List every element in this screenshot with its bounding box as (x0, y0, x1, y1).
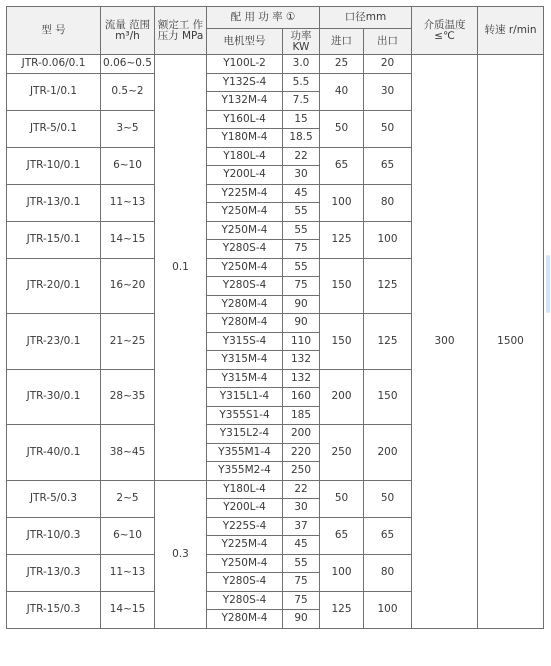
motor-model-cell: Y250M-4 (207, 258, 283, 277)
header-medium-temp: 介质温度 ≤℃ (412, 7, 478, 55)
inlet-cell: 125 (320, 591, 364, 628)
power-cell: 18.5 (283, 129, 320, 148)
inlet-cell: 50 (320, 110, 364, 147)
header-pressure: 额定工 作压力 MPa (155, 7, 207, 55)
flow-cell: 6~10 (101, 517, 155, 554)
flow-cell: 3~5 (101, 110, 155, 147)
motor-model-cell: Y100L-2 (207, 55, 283, 74)
inlet-cell: 40 (320, 73, 364, 110)
motor-model-cell: Y280S-4 (207, 591, 283, 610)
motor-model-cell: Y250M-4 (207, 554, 283, 573)
power-cell: 250 (283, 462, 320, 481)
outlet-cell: 200 (364, 425, 412, 481)
motor-model-cell: Y225M-4 (207, 536, 283, 555)
model-cell: JTR-13/0.3 (7, 554, 101, 591)
outlet-cell: 20 (364, 55, 412, 74)
motor-model-cell: Y355S1-4 (207, 406, 283, 425)
inlet-cell: 65 (320, 147, 364, 184)
power-cell: 160 (283, 388, 320, 407)
motor-model-cell: Y180M-4 (207, 129, 283, 148)
motor-model-cell: Y160L-4 (207, 110, 283, 129)
power-cell: 90 (283, 295, 320, 314)
motor-model-cell: Y315L2-4 (207, 425, 283, 444)
model-cell: JTR-30/0.1 (7, 369, 101, 425)
power-cell: 22 (283, 480, 320, 499)
power-cell: 110 (283, 332, 320, 351)
motor-model-cell: Y132M-4 (207, 92, 283, 111)
power-cell: 45 (283, 536, 320, 555)
motor-model-cell: Y225S-4 (207, 517, 283, 536)
table-body (7, 55, 544, 629)
motor-model-cell: Y280S-4 (207, 573, 283, 592)
table-header (7, 7, 544, 55)
motor-model-cell: Y200L-4 (207, 499, 283, 518)
model-cell: JTR-20/0.1 (7, 258, 101, 314)
speed-cell: 1500 (478, 55, 544, 629)
header-model: 型 号 (7, 7, 101, 55)
power-cell: 75 (283, 277, 320, 296)
model-cell: JTR-15/0.3 (7, 591, 101, 628)
motor-model-cell: Y250M-4 (207, 203, 283, 222)
flow-cell: 16~20 (101, 258, 155, 314)
motor-model-cell: Y315M-4 (207, 369, 283, 388)
motor-model-cell: Y280M-4 (207, 295, 283, 314)
power-cell: 55 (283, 554, 320, 573)
flow-cell: 38~45 (101, 425, 155, 481)
motor-model-cell: Y280M-4 (207, 314, 283, 333)
flow-cell: 2~5 (101, 480, 155, 517)
pressure-cell: 0.1 (155, 55, 207, 481)
outlet-cell: 50 (364, 480, 412, 517)
power-cell: 75 (283, 591, 320, 610)
power-cell: 55 (283, 221, 320, 240)
power-cell: 75 (283, 573, 320, 592)
model-cell: JTR-40/0.1 (7, 425, 101, 481)
flow-cell: 11~13 (101, 184, 155, 221)
model-cell: JTR-15/0.1 (7, 221, 101, 258)
outlet-cell: 30 (364, 73, 412, 110)
flow-cell: 11~13 (101, 554, 155, 591)
flow-cell: 6~10 (101, 147, 155, 184)
flow-cell: 21~25 (101, 314, 155, 370)
power-cell: 5.5 (283, 73, 320, 92)
model-cell: JTR-10/0.1 (7, 147, 101, 184)
motor-model-cell: Y315L1-4 (207, 388, 283, 407)
model-cell: JTR-1/0.1 (7, 73, 101, 110)
outlet-cell: 100 (364, 221, 412, 258)
outlet-cell: 50 (364, 110, 412, 147)
power-cell: 200 (283, 425, 320, 444)
power-cell: 90 (283, 610, 320, 629)
outlet-cell: 150 (364, 369, 412, 425)
header-power-group: 配 用 功 率 ① (207, 7, 320, 29)
inlet-cell: 100 (320, 184, 364, 221)
header-motor-model: 电机型号 (207, 29, 283, 55)
flow-cell: 0.5~2 (101, 73, 155, 110)
power-cell: 132 (283, 351, 320, 370)
outlet-cell: 65 (364, 517, 412, 554)
model-cell: JTR-5/0.3 (7, 480, 101, 517)
inlet-cell: 50 (320, 480, 364, 517)
header-inlet: 进口 (320, 29, 364, 55)
motor-model-cell: Y250M-4 (207, 221, 283, 240)
inlet-cell: 150 (320, 314, 364, 370)
power-cell: 30 (283, 166, 320, 185)
inlet-cell: 125 (320, 221, 364, 258)
outlet-cell: 125 (364, 258, 412, 314)
outlet-cell: 80 (364, 554, 412, 591)
motor-model-cell: Y180L-4 (207, 147, 283, 166)
outlet-cell: 65 (364, 147, 412, 184)
header-power: 功率 KW (283, 29, 320, 55)
motor-model-cell: Y315M-4 (207, 351, 283, 370)
motor-model-cell: Y225M-4 (207, 184, 283, 203)
inlet-cell: 250 (320, 425, 364, 481)
inlet-cell: 100 (320, 554, 364, 591)
outlet-cell: 125 (364, 314, 412, 370)
power-cell: 3.0 (283, 55, 320, 74)
flow-cell: 14~15 (101, 591, 155, 628)
power-cell: 132 (283, 369, 320, 388)
flow-cell: 0.06~0.5 (101, 55, 155, 74)
power-cell: 220 (283, 443, 320, 462)
model-cell: JTR-10/0.3 (7, 517, 101, 554)
motor-model-cell: Y280S-4 (207, 240, 283, 259)
power-cell: 90 (283, 314, 320, 333)
power-cell: 7.5 (283, 92, 320, 111)
power-cell: 75 (283, 240, 320, 259)
header-outlet: 出口 (364, 29, 412, 55)
motor-model-cell: Y280S-4 (207, 277, 283, 296)
model-cell: JTR-5/0.1 (7, 110, 101, 147)
model-cell: JTR-13/0.1 (7, 184, 101, 221)
power-cell: 185 (283, 406, 320, 425)
inlet-cell: 150 (320, 258, 364, 314)
motor-model-cell: Y132S-4 (207, 73, 283, 92)
model-cell: JTR-23/0.1 (7, 314, 101, 370)
pressure-cell: 0.3 (155, 480, 207, 628)
motor-model-cell: Y355M1-4 (207, 443, 283, 462)
motor-model-cell: Y180L-4 (207, 480, 283, 499)
header-speed: 转速 r/min (478, 7, 544, 55)
outlet-cell: 100 (364, 591, 412, 628)
outlet-cell: 80 (364, 184, 412, 221)
medium-temp-cell: 300 (412, 55, 478, 629)
motor-model-cell: Y355M2-4 (207, 462, 283, 481)
flow-cell: 14~15 (101, 221, 155, 258)
motor-model-cell: Y280M-4 (207, 610, 283, 629)
power-cell: 37 (283, 517, 320, 536)
power-cell: 22 (283, 147, 320, 166)
inlet-cell: 200 (320, 369, 364, 425)
motor-model-cell: Y200L-4 (207, 166, 283, 185)
flow-cell: 28~35 (101, 369, 155, 425)
edge-marker (546, 255, 550, 313)
header-flow: 流量 范围 m³/h (101, 7, 155, 55)
spec-table (6, 6, 544, 629)
model-cell: JTR-0.06/0.1 (7, 55, 101, 74)
power-cell: 45 (283, 184, 320, 203)
power-cell: 55 (283, 258, 320, 277)
inlet-cell: 25 (320, 55, 364, 74)
motor-model-cell: Y315S-4 (207, 332, 283, 351)
power-cell: 30 (283, 499, 320, 518)
power-cell: 55 (283, 203, 320, 222)
header-diameter-group: 口径mm (320, 7, 412, 29)
table-row (7, 55, 544, 74)
inlet-cell: 65 (320, 517, 364, 554)
power-cell: 15 (283, 110, 320, 129)
